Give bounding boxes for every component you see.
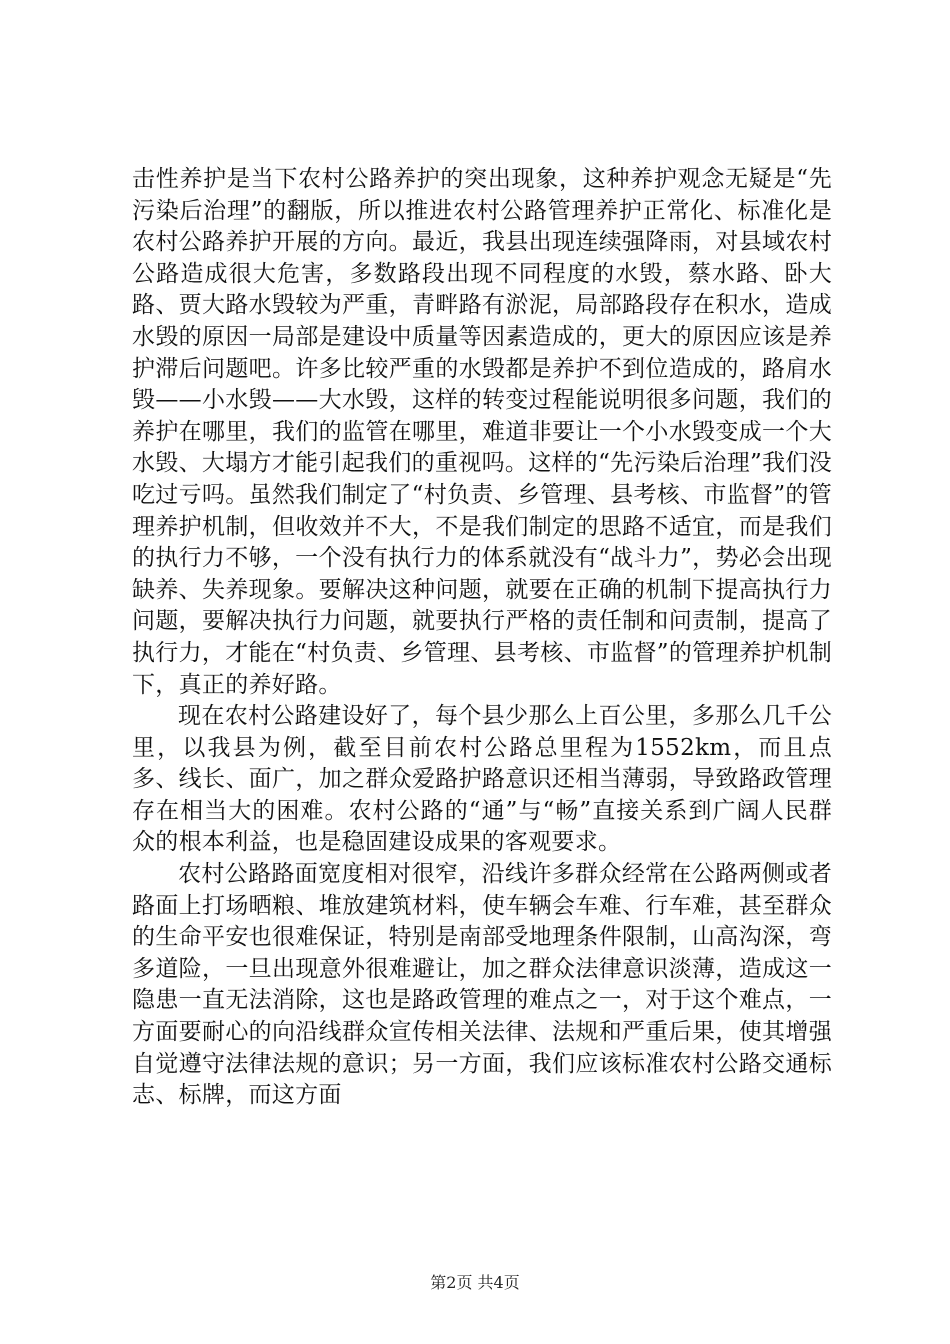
body-text <box>132 164 832 1112</box>
paragraph-continuation: 击性养护是当下农村公路养护的突出现象，这种养护观念无疑是“先污染后治理”的翻版，所以推进农村公路管理养护正常化、标准化是农村公路养护开展的方向。最近，我县出现连续强降雨，对县域农村公路造成很大危害，多数路段出现不同程度的水毁，蔡水路、卧大路、贾大路水毁较为严重，青畔路有淤泥，局部路段存在积水，造成水毁的原因一局部是建设中质量等因素造成的，更大的原因应该是养护滞后问题吧。许多比较严重的水毁都是养护不到位造成的，路肩水毁——小水毁——大水毁，这样的转变过程能说明很多问题，我们的养护在哪里，我们的监管在哪里，难道非要让一个小水毁变成一个大水毁、大塌方才能引起我们的重视吗。这样的“先污染后治理”我们没吃过亏吗。虽然我们制定了“村负责、乡管理、县考核、市监督”的管理养护机制，但收效并不大，不是我们制定的思路不适宜，而是我们的执行力不够，一个没有执行力的体系就没有“战斗力”，势必会出现缺养、失养现象。要解决这种问题，就要在正确的机制下提高执行力问题，要解决执行力问题，就要执行严格的责任制和问责制，提高了执行力，才能在“村负责、乡管理、县考核、市监督”的管理养护机制下，真正的养好路。 <box>132 166 832 698</box>
paragraph-road-width: 农村公路路面宽度相对很窄，沿线许多群众经常在公路两侧或者路面上打场晒粮、堆放建筑材料，使车辆会车难、行车难，甚至群众的生命平安也很难保证，特别是南部受地理条件限制，山高沟深，弯多道险，一旦出现意外很难避让，加之群众法律意识淡薄，造成这一隐患一直无法消除，这也是路政管理的难点之一，对于这个难点，一方面要耐心的向沿线群众宣传相关法律、法规和严重后果，使其增强自觉遵守法律法规的意识；另一方面，我们应该标准农村公路交通标志、标牌，而这方面 <box>132 861 832 1109</box>
page-number-footer: 第2页 共4页 <box>430 1273 520 1292</box>
paragraph-road-mileage: 现在农村公路建设好了，每个县少那么上百公里，多那么几千公里，以我县为例，截至目前农村公路总里程为1552km，而且点多、线长、面广，加之群众爱路护路意识还相当薄弱，导致路政管理存在相当大的困难。农村公路的“通”与“畅”直接关系到广阔人民群众的根本利益，也是稳固建设成果的客观要求。 <box>132 703 832 856</box>
